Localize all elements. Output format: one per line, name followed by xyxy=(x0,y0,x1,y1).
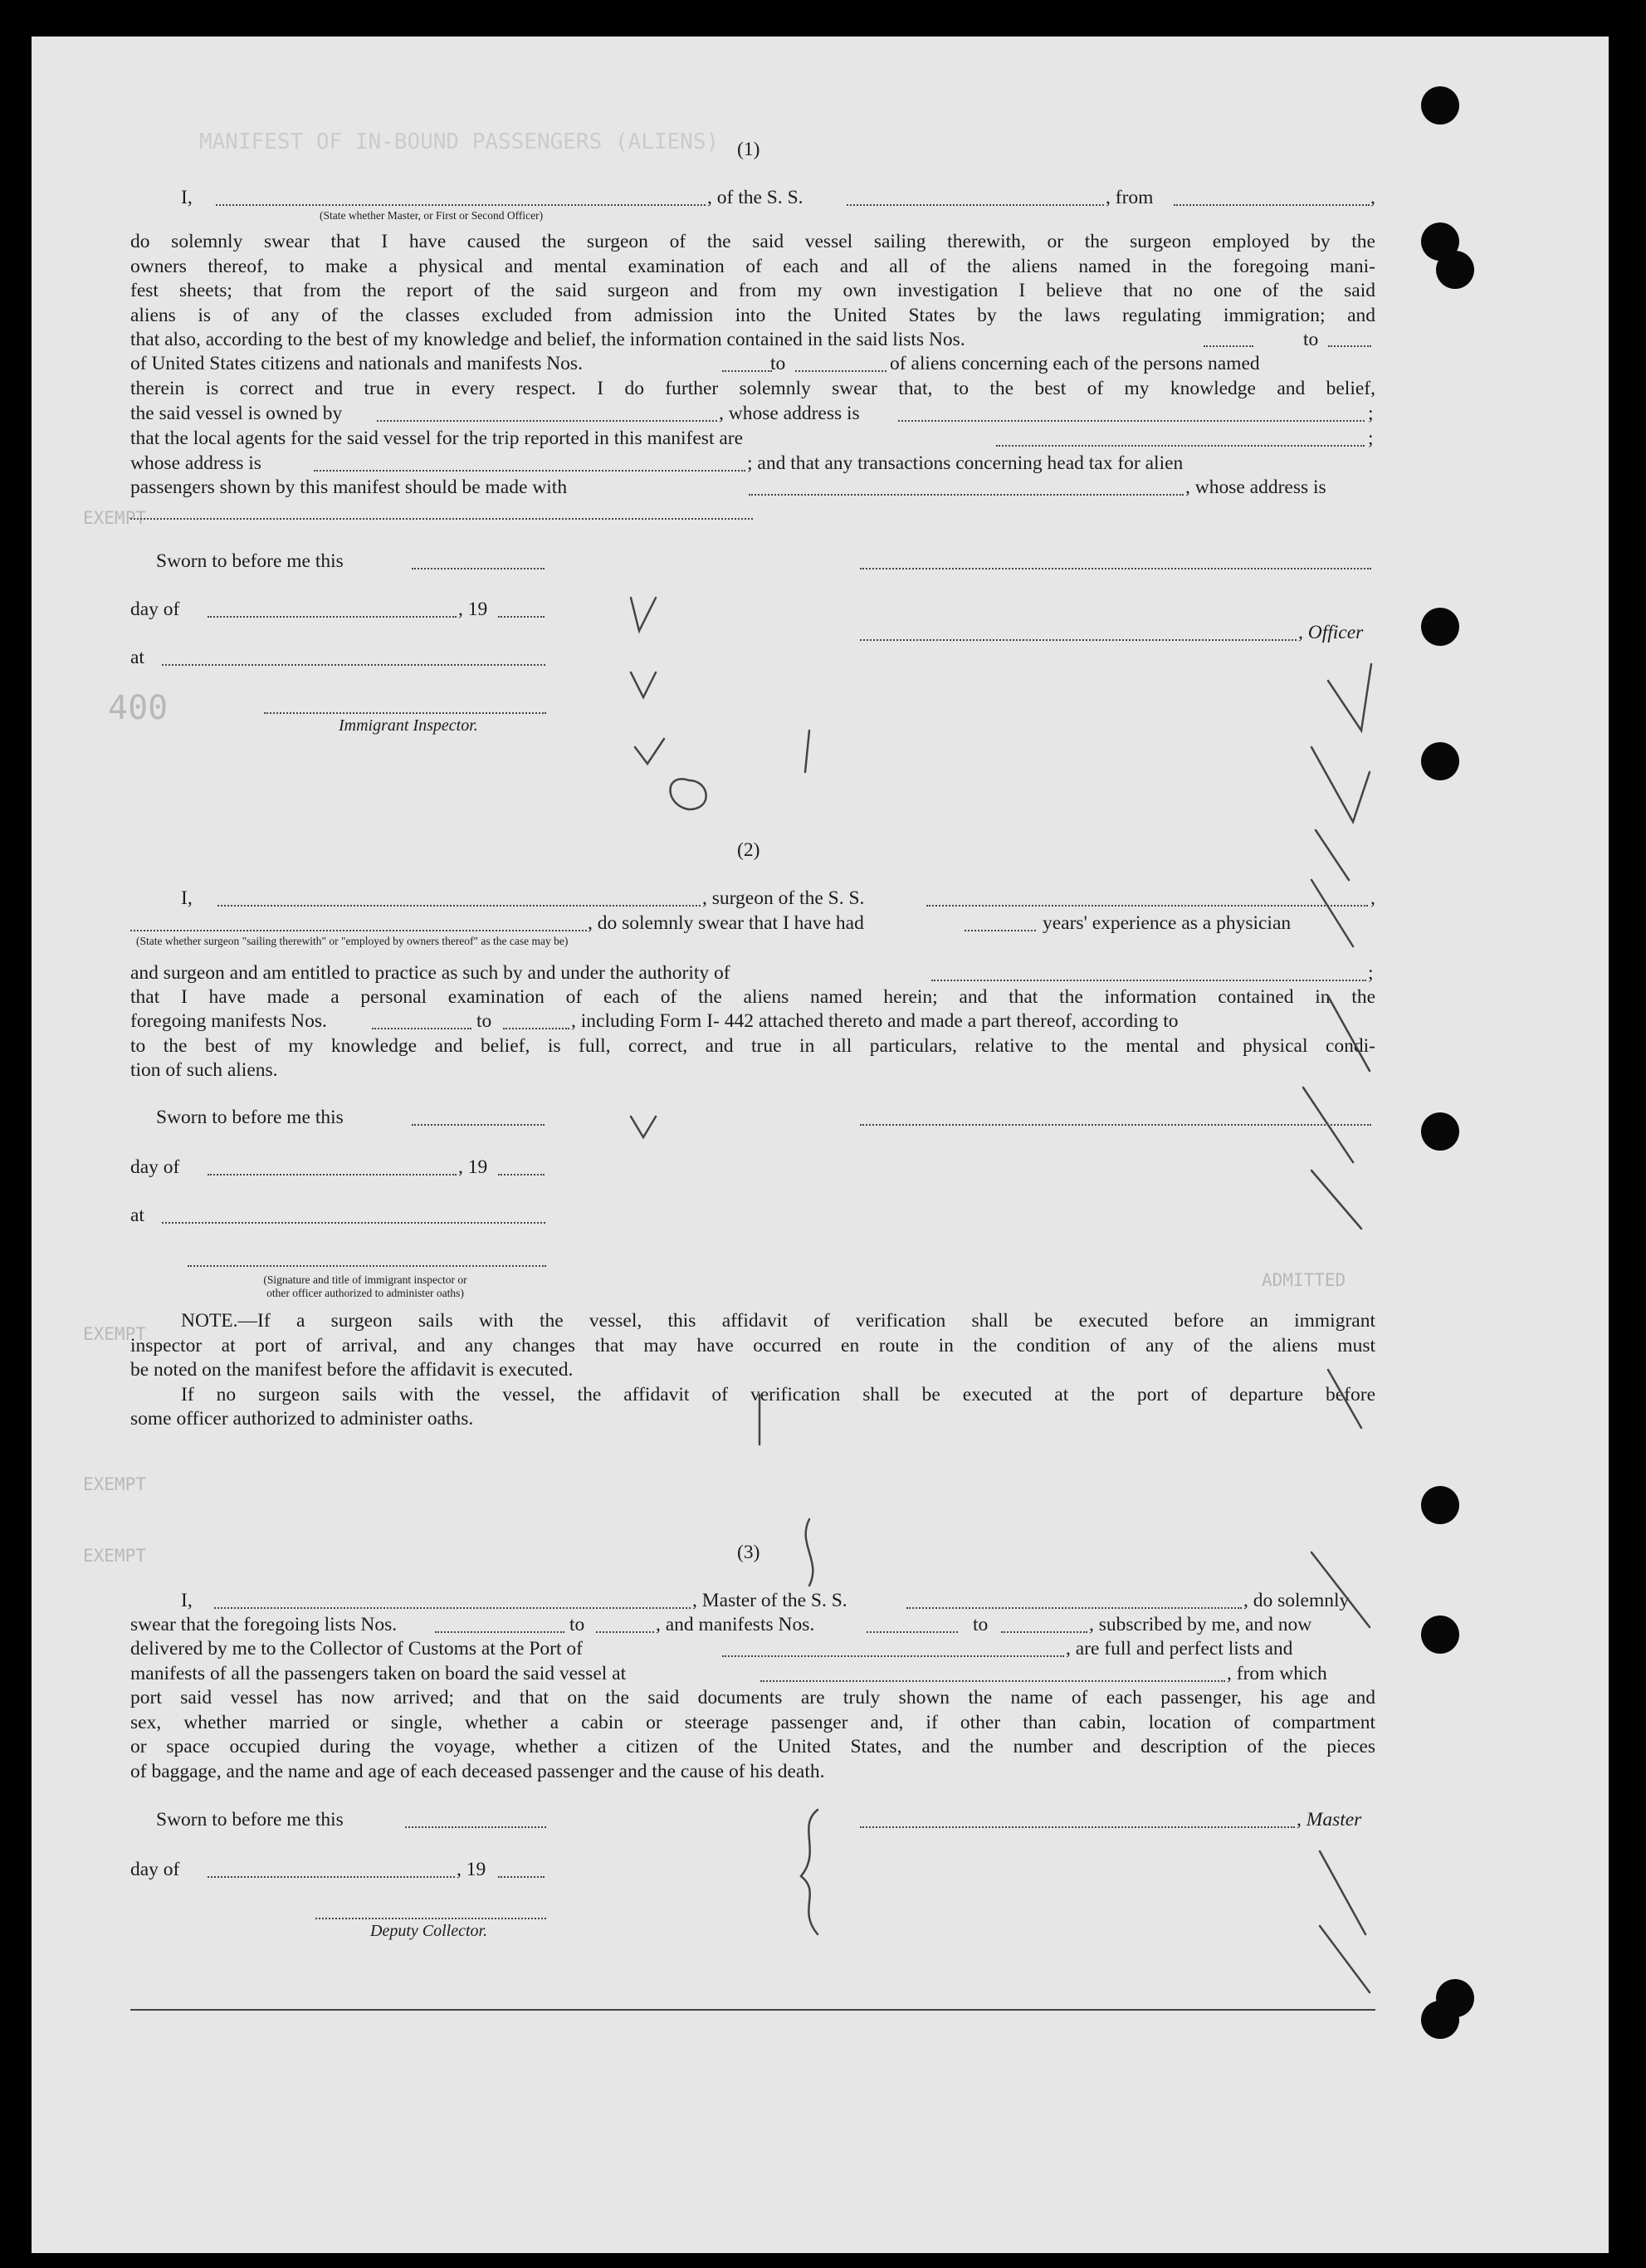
to-label: to xyxy=(476,1010,492,1032)
to-label: to xyxy=(973,1614,989,1635)
pencil-stroke xyxy=(631,672,656,697)
bleed-through-stamp: EXEMPT xyxy=(83,508,146,528)
pencil-stroke xyxy=(671,779,706,809)
semicolon: ; xyxy=(1368,962,1374,984)
lists-label: swear that the foregoing lists Nos. xyxy=(130,1614,398,1635)
pencil-stroke xyxy=(806,1519,813,1586)
check-mark-icon xyxy=(1303,1088,1353,1162)
check-mark-icon xyxy=(1320,1926,1370,1992)
from-which-label: , from which xyxy=(1227,1663,1327,1684)
semicolon: ; xyxy=(1368,428,1374,449)
year-label: , 19 xyxy=(458,1156,488,1178)
from-label: , from xyxy=(1106,187,1154,208)
day-of-label: day of xyxy=(130,599,180,620)
line-i: I, xyxy=(181,1590,193,1611)
signature-caption-line: other officer authorized to administer oaths) xyxy=(266,1287,464,1299)
check-mark-icon xyxy=(1320,1851,1365,1934)
to-label: to xyxy=(1303,329,1319,350)
bleed-through-number: 400 xyxy=(108,689,169,727)
paragraph-line: or space occupied during the voyage, whether a citizen of the United States, and the number and description of the pieces xyxy=(130,1736,1375,1758)
form-label: , including Form I- 442 attached thereto and made a part thereof, according to xyxy=(571,1010,1179,1032)
to-label: to xyxy=(569,1614,585,1635)
line-i: I, xyxy=(181,887,193,909)
bleed-through-title: MANIFEST OF IN-BOUND PASSENGERS (ALIENS) xyxy=(199,130,720,154)
check-mark-icon xyxy=(1311,880,1353,946)
at-label: at xyxy=(130,647,144,668)
surgeon-caption: (State whether surgeon "sailing therewith" or "employed by owners thereof" as the case may be) xyxy=(136,935,569,947)
sworn-label: Sworn to before me this xyxy=(156,1107,344,1128)
to-label: to xyxy=(770,353,786,374)
manifests-label: manifests of all the passengers taken on board the said vessel at xyxy=(130,1663,627,1684)
paragraph-line: that I have made a personal examination of each of the aliens named herein; and that the information contained in the xyxy=(130,986,1375,1008)
whose-address-label: , whose address is xyxy=(719,403,860,424)
bleed-through-stamp: EXEMPT xyxy=(83,1324,146,1344)
section-2-heading: (2) xyxy=(737,839,760,861)
inspector-label: Immigrant Inspector. xyxy=(339,716,478,735)
solemnly-label: , do solemnly xyxy=(1243,1590,1350,1611)
aliens-label: of aliens concerning each of the persons named xyxy=(890,353,1260,374)
paragraph-line: port said vessel has now arrived; and that on the said documents are truly shown the name of each passenger, his age and xyxy=(130,1687,1375,1708)
master-of-label: , Master of the S. S. xyxy=(692,1590,847,1611)
check-mark-icon xyxy=(1311,747,1370,822)
check-mark-icon xyxy=(1328,996,1370,1071)
surgeon-of-label: , surgeon of the S. S. xyxy=(702,887,865,909)
check-mark-icon xyxy=(1311,1171,1361,1229)
officer-caption: (State whether Master, or First or Second Officer) xyxy=(320,209,544,222)
owned-label: the said vessel is owned by xyxy=(130,403,343,424)
note-line: some officer authorized to administer oaths. xyxy=(130,1408,474,1430)
officer-label: , Officer xyxy=(1298,622,1364,643)
delivered-label: delivered by me to the Collector of Customs at the Port of xyxy=(130,1638,583,1659)
check-mark-icon xyxy=(1311,1552,1370,1627)
year-label: , 19 xyxy=(458,599,488,620)
comma: , xyxy=(1370,887,1375,909)
note-line: inspector at port of arrival, and any changes that may have occurred en route in the condition of any of the aliens must xyxy=(130,1334,1375,1356)
manifests-label: , and manifests Nos. xyxy=(656,1614,815,1635)
note-line: NOTE.—If a surgeon sails with the vessel, this affidavit of verification shall be executed before an immigrant xyxy=(181,1310,1375,1332)
section-1-heading: (1) xyxy=(737,139,760,160)
at-label: at xyxy=(130,1205,144,1226)
head-tax-label: ; and that any transactions concerning head tax for alien xyxy=(747,452,1184,474)
paragraph-line: do solemnly swear that I have caused the surgeon of the said vessel sailing therewith, or the surgeon employed by the xyxy=(130,231,1375,252)
subscribed-label: , subscribed by me, and now xyxy=(1089,1614,1312,1635)
paragraph-line: aliens is of any of the classes excluded from admission into the United States by the laws regulating immigration; and xyxy=(130,304,1375,326)
agents-label: that the local agents for the said vessel for the trip reported in this manifest are xyxy=(130,428,744,449)
bleed-through-stamp: ADMITTED xyxy=(1262,1270,1346,1290)
note-line: If no surgeon sails with the vessel, the affidavit of verification shall be executed at the port of departure before xyxy=(181,1383,1375,1405)
pencil-stroke xyxy=(635,739,664,764)
comma: , xyxy=(1370,187,1375,208)
foregoing-label: foregoing manifests Nos. xyxy=(130,1010,327,1032)
sworn-label: Sworn to before me this xyxy=(156,550,344,572)
sworn-label: Sworn to before me this xyxy=(156,1809,344,1831)
signature-caption-line: (Signature and title of immigrant inspector or xyxy=(263,1273,467,1286)
semicolon: ; xyxy=(1368,403,1374,424)
manifests-label: of United States citizens and nationals and manifests Nos. xyxy=(130,353,583,374)
passengers-label: passengers shown by this manifest should be made with xyxy=(130,477,568,498)
physician-label: years' experience as a physician xyxy=(1043,912,1292,934)
whose-address-label: , whose address is xyxy=(1185,477,1326,498)
pencil-stroke xyxy=(631,1117,656,1137)
paragraph-line: fest sheets; that from the report of the said surgeon and from my own investigation I believe that no one of the said xyxy=(130,280,1375,302)
year-label: , 19 xyxy=(457,1859,486,1880)
day-of-label: day of xyxy=(130,1156,180,1178)
section-3-heading: (3) xyxy=(737,1542,760,1563)
check-mark-icon xyxy=(1328,664,1371,731)
check-mark-icon xyxy=(1328,1370,1361,1428)
paragraph-line: sex, whether married or single, whether a cabin or steerage passenger and, if other than cabin, location of compartment xyxy=(130,1711,1375,1733)
line-i: I, xyxy=(181,187,193,208)
paragraph-line: of baggage, and the name and age of each deceased passenger and the cause of his death. xyxy=(130,1760,825,1782)
lists-label: that also, according to the best of my knowledge and belief, the information contained in the said lists Nos. xyxy=(130,329,965,350)
pencil-stroke xyxy=(805,731,809,772)
day-of-label: day of xyxy=(130,1859,180,1880)
note-line: be noted on the manifest before the affidavit is executed. xyxy=(130,1359,574,1381)
paragraph-line: therein is correct and true in every respect. I do further solemnly swear that, to the best of my knowledge and belief, xyxy=(130,378,1375,399)
collector-label: Deputy Collector. xyxy=(370,1922,488,1940)
bleed-through-stamp: EXEMPT xyxy=(83,1546,146,1566)
bleed-through-stamp: EXEMPT xyxy=(83,1474,146,1494)
paragraph-line: to the best of my knowledge and belief, is full, correct, and true in all particulars, relative to the mental and physical condi- xyxy=(130,1035,1375,1057)
perfect-lists-label: , are full and perfect lists and xyxy=(1066,1638,1293,1659)
whose-address-label: whose address is xyxy=(130,452,261,474)
pencil-stroke xyxy=(631,598,656,631)
pencil-stroke xyxy=(801,1810,818,1934)
master-label: , Master xyxy=(1297,1809,1362,1831)
paragraph-line: owners thereof, to make a physical and mental examination of each and all of the aliens named in the foregoing mani- xyxy=(130,255,1375,277)
paragraph-line: tion of such aliens. xyxy=(130,1059,278,1081)
solemnly-label: , do solemnly swear that I have had xyxy=(588,912,864,934)
check-mark-icon xyxy=(1316,830,1349,880)
of-ss-label: , of the S. S. xyxy=(707,187,803,208)
authority-label: and surgeon and am entitled to practice as such by and under the authority of xyxy=(130,962,730,984)
